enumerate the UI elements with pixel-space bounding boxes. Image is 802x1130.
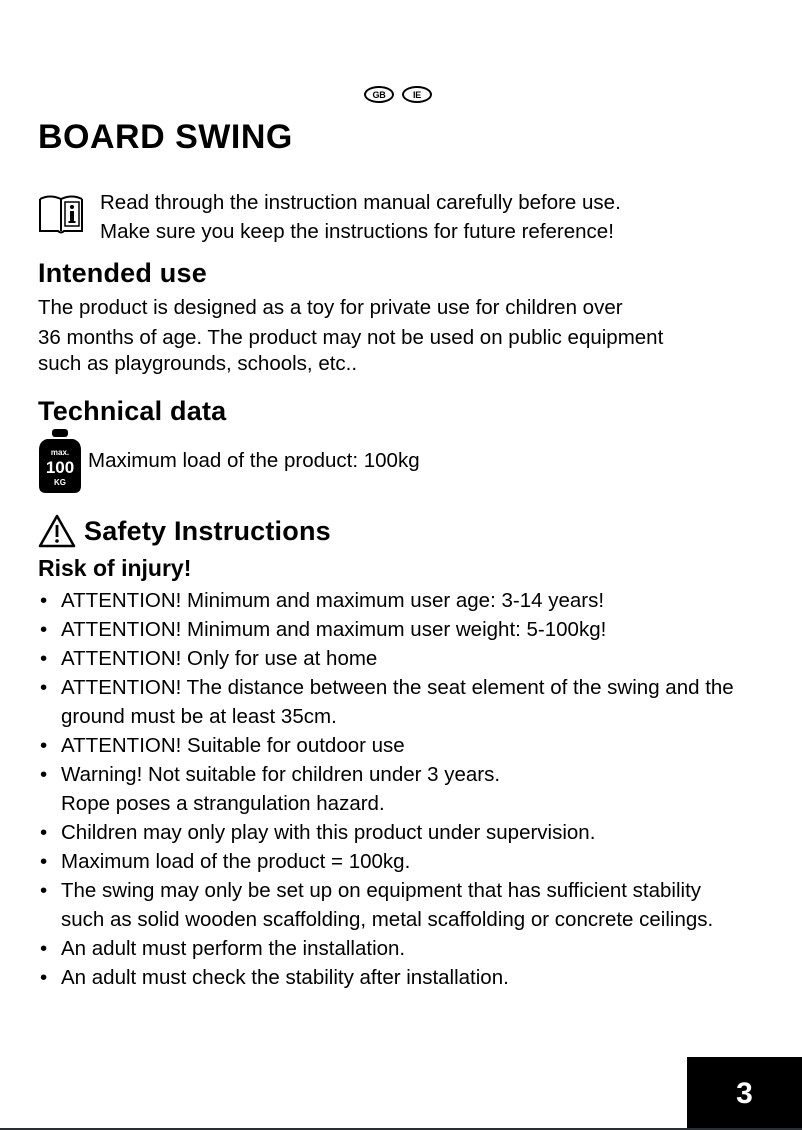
list-item-text: • Warning! Not suitable for children under 3 years. (61, 763, 501, 786)
list-item (38, 876, 778, 934)
read-notice (100, 188, 621, 246)
intended-use-heading: Intended use (38, 258, 207, 288)
list-item-text: • ATTENTION! The distance between the seat element of the swing and the (61, 676, 734, 699)
manual-info-icon (38, 193, 84, 235)
list-item-text: • ATTENTION! Minimum and maximum user weight: 5-100kg! (61, 618, 607, 641)
list-item (38, 731, 778, 760)
page-title: BOARD SWING (38, 118, 293, 156)
list-item-text: • ATTENTION! Only for use at home (61, 647, 378, 670)
intended-use-body (38, 293, 758, 378)
country-badges (364, 86, 432, 103)
list-item (38, 644, 778, 673)
country-badge-ie: IE (402, 86, 432, 103)
safety-heading-row (38, 514, 331, 548)
page-number: 3 (687, 1057, 802, 1130)
list-item-text: • ATTENTION! Suitable for outdoor use (61, 734, 405, 757)
list-item-text: • ATTENTION! Minimum and maximum user age: 3-14 years! (61, 589, 605, 612)
svg-text:KG: KG (54, 478, 66, 487)
read-notice-line: Make sure you keep the instructions for future reference! (100, 220, 614, 243)
intended-use-line: 36 months of age. The product may not be used on public equipment (38, 326, 664, 349)
list-item-text: ground must be at least 35cm. (61, 705, 337, 728)
list-item-text: • An adult must perform the installation. (61, 937, 406, 960)
list-item-text: • The swing may only be set up on equipment that has sufficient stability (61, 879, 702, 902)
list-item-text: Rope poses a strangulation hazard. (61, 792, 385, 815)
list-item (38, 847, 778, 876)
max-weight-icon (37, 428, 83, 494)
safety-heading: Safety Instructions (84, 515, 331, 546)
country-badge-gb: GB (364, 86, 394, 103)
intended-use-line: The product is designed as a toy for private use for children over (38, 296, 623, 319)
warning-triangle-icon (38, 514, 76, 548)
list-item (38, 963, 778, 992)
max-load-text: Maximum load of the product: 100kg (88, 449, 420, 472)
list-item (38, 615, 778, 644)
risk-of-injury-heading: Risk of injury! (38, 555, 192, 581)
technical-data-heading: Technical data (38, 396, 227, 426)
safety-list (38, 586, 778, 992)
list-item (38, 760, 778, 818)
list-item (38, 934, 778, 963)
list-item-text: • An adult must check the stability after installation. (61, 966, 509, 989)
list-item (38, 818, 778, 847)
list-item (38, 586, 778, 615)
list-item (38, 673, 778, 731)
read-notice-line: Read through the instruction manual carefully before use. (100, 191, 621, 214)
intended-use-line: such as playgrounds, schools, etc.. (38, 352, 358, 375)
svg-text:max.: max. (50, 448, 70, 457)
list-item-text: • Maximum load of the product = 100kg. (61, 850, 411, 873)
list-item-text: • Children may only play with this product under supervision. (61, 821, 596, 844)
svg-text:100: 100 (45, 458, 75, 477)
list-item-text: such as solid wooden scaffolding, metal scaffolding or concrete ceilings. (61, 908, 714, 931)
